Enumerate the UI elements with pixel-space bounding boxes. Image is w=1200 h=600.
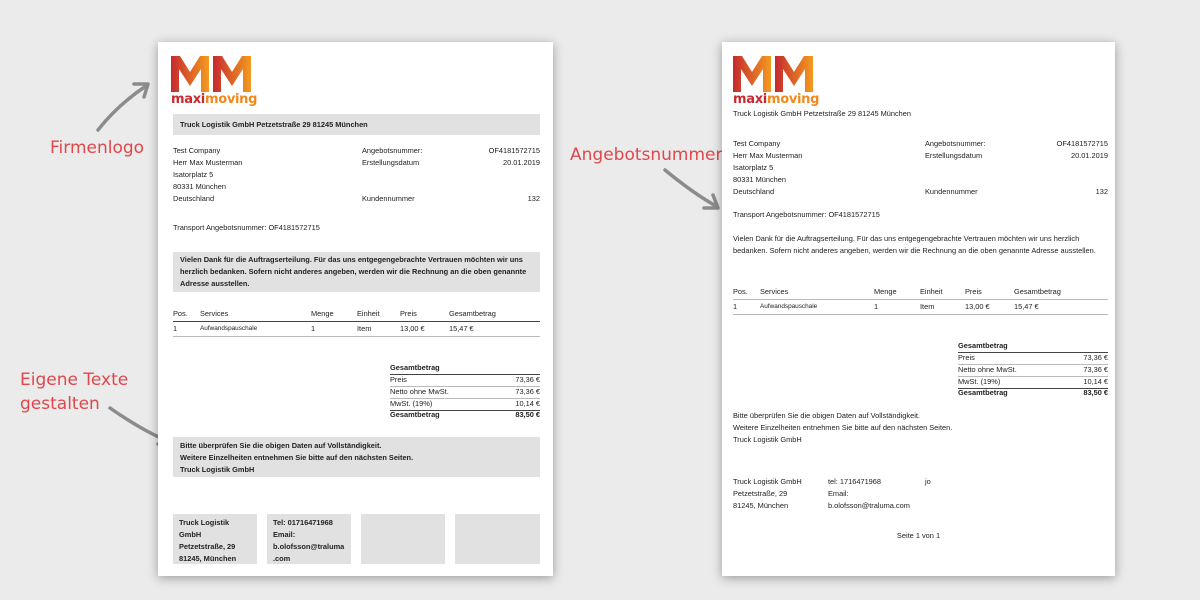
footer-box-company: Truck Logistik GmbH Petzetstraße, 29 81245, München bbox=[173, 514, 257, 564]
arrow-to-logo bbox=[98, 86, 146, 130]
totals-value: 73,36 € bbox=[1083, 365, 1108, 374]
recipient-address: Test Company Herr Max Musterman Isatorplatz 5 80331 München Deutschland bbox=[733, 139, 803, 196]
intro-text: Vielen Dank für die Auftragserteilung. Für das uns entgegengebrachte Vertrauen möchten wir uns herzlich bedanken. Sofern nicht anderes angeben, werden wir die Rechnung an die oben genannte Adresse ausstellen. bbox=[733, 234, 1096, 255]
totals-value: 73,36 € bbox=[515, 387, 540, 396]
footer-extra: jo bbox=[925, 477, 931, 486]
totals-row: Preis bbox=[958, 353, 975, 362]
logo-monogram-icon bbox=[733, 56, 815, 92]
totals-row: Netto ohne MwSt. bbox=[958, 365, 1017, 374]
totals-row: Preis bbox=[390, 375, 407, 384]
closing-text-box: Bitte überprüfen Sie die obigen Daten auf Vollständigkeit. Weitere Einzelheiten entnehmen Sie bitte auf den nächsten Seiten. Truck Logistik GmbH bbox=[173, 437, 540, 477]
totals-row-grand: Gesamtbetrag bbox=[958, 388, 1008, 397]
subject-line: Transport Angebotsnummer: OF4181572715 bbox=[733, 210, 880, 219]
footer-company: Truck Logistik GmbH Petzetstraße, 29 81245, München bbox=[733, 477, 802, 510]
totals-title: Gesamtbetrag bbox=[390, 363, 440, 372]
footer-box-empty bbox=[455, 514, 540, 564]
intro-text-box: Vielen Dank für die Auftragserteilung. Für das uns entgegengebrachte Vertrauen möchten wir uns herzlich bedanken. Sofern nicht anderes angeben, werden wir die Rechnung an die oben genannte Adresse ausstellen. bbox=[173, 252, 540, 292]
page-number: Seite 1 von 1 bbox=[896, 531, 941, 540]
totals-row: MwSt. (19%) bbox=[390, 399, 433, 408]
annotation-eigene-texte-line2: gestalten bbox=[20, 394, 100, 414]
closing-text: Bitte überprüfen Sie die obigen Daten auf Vollständigkeit. Weitere Einzelheiten entnehmen Sie bitte auf den nächsten Seiten. Truck Logistik GmbH bbox=[733, 411, 953, 444]
totals-row-grand: Gesamtbetrag bbox=[390, 410, 440, 419]
annotation-angebotsnummer: Angebotsnummer bbox=[570, 145, 723, 165]
footer-box-empty bbox=[361, 514, 445, 564]
meta-labels: Angebotsnummer: Erstellungsdatum Kundennummer bbox=[362, 146, 423, 203]
meta-labels: Angebotsnummer: Erstellungsdatum Kundennummer bbox=[925, 139, 986, 196]
totals-row: Netto ohne MwSt. bbox=[390, 387, 449, 396]
logo-wordmark: maximoving bbox=[733, 92, 820, 107]
meta-values: OF4181572715 20.01.2019 132 bbox=[488, 146, 540, 203]
logo-wordmark: maximoving bbox=[171, 92, 258, 107]
totals-title: Gesamtbetrag bbox=[958, 341, 1008, 350]
footer-box-contact: Tel: 01716471968 Email: b.olofsson@traluma .com bbox=[267, 514, 351, 564]
recipient-address: Test Company Herr Max Musterman Isatorplatz 5 80331 München Deutschland bbox=[173, 146, 243, 203]
invoice-preview-plain: maximoving Truck Logistik GmbH Petzetstraße 29 81245 München Test Company Herr Max Musterman Isatorplatz 5 80331 München Deutschland Angebotsnummer: Erstellungsdatum Kundennummer OF4181572715 20.01.2019 132 Transport Angebotsnummer: OF4181572715 Vielen Dank für die Auftragserteilung. Für das uns entgegengebrachte Vertrauen möchten wir uns herzlich bedanken. Sofern nicht anderes angeben, werden wir die Rechnung an die oben genannte Adresse ausstellen. Pos. Services Menge Einheit Preis Gesamtbetrag 1 Aufwandspauschale 1 Item 13,00 € 15,47 € Gesamtbetrag Preis 73,36 € Netto ohne MwSt. 73,36 € MwSt. (19%) 10,14 € Gesamtbetrag 83,50 € Bitte überprüfen Sie die obigen Daten auf Vollständigkeit. Weitere Einzelheiten entnehmen Sie bitte auf den nächsten Seiten. Truck Logistik GmbH Truck Logistik GmbH Petzetstraße, 29 81245, München tel: 1716471968 Email: b.olofsson@traluma.com jo Seite 1 von 1 bbox=[722, 42, 1115, 576]
arrow-to-offer-number bbox=[665, 170, 716, 206]
sender-line: Truck Logistik GmbH Petzetstraße 29 81245 München bbox=[733, 109, 912, 118]
sender-line: Truck Logistik GmbH Petzetstraße 29 81245 München bbox=[173, 114, 540, 135]
annotation-firmenlogo: Firmenlogo bbox=[50, 138, 145, 158]
annotation-eigene-texte-line1: Eigene Texte bbox=[20, 370, 129, 390]
totals-value-grand: 83,50 € bbox=[1083, 388, 1108, 397]
logo-monogram-icon bbox=[171, 56, 253, 92]
totals-value: 10,14 € bbox=[1083, 377, 1108, 386]
totals-value: 73,36 € bbox=[1083, 353, 1108, 362]
totals-value: 10,14 € bbox=[515, 399, 540, 408]
totals-value-grand: 83,50 € bbox=[515, 410, 540, 419]
totals-value: 73,36 € bbox=[515, 375, 540, 384]
meta-values: OF4181572715 20.01.2019 132 bbox=[1056, 139, 1108, 196]
totals-row: MwSt. (19%) bbox=[958, 377, 1001, 386]
footer-contact: tel: 1716471968 Email: b.olofsson@traluma.com bbox=[828, 477, 910, 510]
subject-line: Transport Angebotsnummer: OF4181572715 bbox=[173, 223, 320, 232]
invoice-preview-boxed: maximoving Truck Logistik GmbH Petzetstraße 29 81245 München Test Company Herr Max Musterman Isatorplatz 5 80331 München Deutschland Angebotsnummer: Erstellungsdatum Kundennummer OF4181572715 20.01.2019 132 Transport Angebotsnummer: OF4181572715 Vielen Dank für die Auftragserteilung. Für das uns entgegengebrachte Vertrauen möchten wir uns herzlich bedanken. Sofern nicht anderes angeben, werden wir die Rechnung an die oben genannte Adresse ausstellen. Pos. Services Menge Einheit Preis Gesamtbetrag 1 Aufwandspauschale 1 Item 13,00 € 15,47 € Gesamtbetrag Preis 73,36 € Netto ohne MwSt. 73,36 € MwSt. (19%) 10,14 € Gesamtbetrag 83,50 € Bitte überprüfen Sie die obigen Daten auf Vollständigkeit. Weitere Einzelheiten entnehmen Sie bitte auf den nächsten Seiten. Truck Logistik GmbH Truck Logistik GmbH Petzetstraße, 29 81245, München Tel: 01716471968 Email: b.olofsson@traluma .com bbox=[158, 42, 553, 576]
